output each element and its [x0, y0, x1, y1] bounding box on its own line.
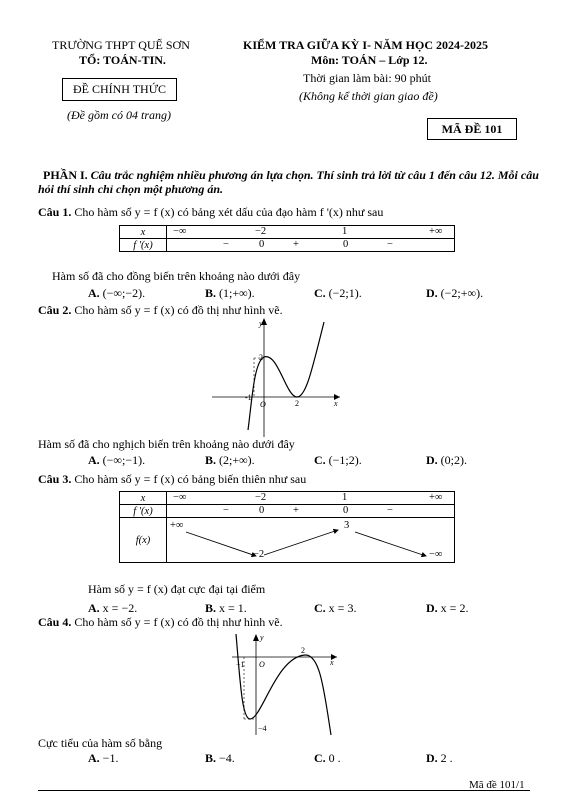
q2-d-val: (0;2).: [440, 453, 467, 467]
q4-option-b[interactable]: [205, 751, 235, 766]
footer-rule: [38, 790, 530, 791]
q3-x-0: −∞: [173, 492, 187, 503]
q2-c-key: C.: [314, 453, 326, 467]
q3-sign-1: 0: [259, 505, 265, 516]
subject: Môn: TOÁN – Lớp 12.: [311, 53, 428, 67]
part-instruction-1: Câu trắc nghiệm nhiều phương án lựa chọn. Thí sinh trả lời từ câu 1 đến câu 12. Mỗi câu: [90, 168, 539, 182]
department: TỔ: TOÁN-TIN.: [79, 53, 166, 67]
q4-x-axis-label: x: [330, 658, 334, 667]
exam-code: MÃ ĐỀ 101: [441, 122, 503, 136]
q2-question: Hàm số đã cho nghịch biến trên khoảng nào dưới đây: [38, 437, 295, 451]
official-label: ĐỀ CHÍNH THỨC: [72, 82, 167, 96]
q3-d-val: x = 2.: [440, 601, 469, 615]
q2-b-key: B.: [205, 453, 217, 467]
q4-a-val: −1.: [102, 751, 119, 765]
q1-c-val: (−2;1).: [328, 286, 362, 300]
q3-x-1: −2: [255, 492, 267, 503]
q1-sign-1: 0: [259, 239, 265, 250]
q4-option-c[interactable]: [314, 751, 341, 766]
q3-b-key: B.: [205, 601, 217, 615]
q3-b-val: x = 1.: [219, 601, 247, 615]
q3-sign-3: 0: [343, 505, 349, 516]
exam-title: KIỂM TRA GIỮA KỲ I- NĂM HỌC 2024-2025: [243, 38, 489, 52]
q2-c-val: (−1;2).: [328, 453, 362, 467]
q1-b-val: (1;+∞).: [219, 286, 255, 300]
q2-x-axis-label: x: [334, 399, 338, 408]
q3-label: Câu 3.: [38, 472, 72, 486]
q3-f-3: −∞: [429, 549, 443, 560]
q3-f-1: −2: [253, 549, 265, 560]
q1-sign-2: +: [293, 239, 299, 250]
q3-sign-4: −: [387, 505, 393, 516]
q4-y-axis-label: y: [260, 633, 264, 642]
q4-origin: O: [259, 660, 265, 669]
page-footer: Mã đề 101/1: [469, 779, 525, 791]
q1-d-val: (−2;+∞).: [440, 286, 484, 300]
q3-a-val: x = −2.: [102, 601, 138, 615]
q4-question: Cực tiểu của hàm số bằng: [38, 736, 163, 750]
q4-x-two: 2: [301, 646, 305, 655]
q2-y-axis-label: y: [259, 319, 263, 328]
q4-x-neg1: −1: [236, 660, 245, 669]
q4-y-neg4: −4: [258, 724, 267, 733]
q4-c-val: 0 .: [328, 751, 341, 765]
q1-x-2: 1: [342, 226, 348, 237]
q2-label: Câu 2.: [38, 303, 72, 317]
q2-a-key: A.: [88, 453, 100, 467]
school-name: TRƯỜNG THPT QUẾ SƠN: [52, 38, 190, 52]
q3-text: Cho hàm số y = f (x) có bảng biến thiên như sau: [74, 472, 307, 486]
q3-f-0: +∞: [170, 520, 184, 531]
q1-x-label: x: [120, 226, 167, 239]
q3-deriv-label: f '(x): [120, 505, 167, 518]
q3-x-label: x: [120, 492, 167, 505]
q4-b-key: B.: [205, 751, 217, 765]
q2-d-key: D.: [426, 453, 438, 467]
q1-b-key: B.: [205, 286, 217, 300]
q1-x-3: +∞: [429, 226, 443, 237]
exam-time: Thời gian làm bài: 90 phút: [303, 71, 431, 85]
q1-c-key: C.: [314, 286, 326, 300]
q4-b-val: −4.: [219, 751, 235, 765]
q3-sign-2: +: [293, 505, 299, 516]
q2-origin: O: [260, 400, 266, 409]
part-title: PHẦN I.: [43, 168, 88, 182]
q4-d-key: D.: [426, 751, 438, 765]
q4-option-d[interactable]: [426, 751, 453, 766]
q4-d-val: 2 .: [440, 751, 453, 765]
q2-y-two: 2: [259, 353, 263, 362]
q1-sign-4: −: [387, 239, 393, 250]
q2-x-neg1: -1: [245, 393, 252, 402]
q4-option-a[interactable]: [88, 751, 118, 766]
q1-a-val: (−∞;−2).: [102, 286, 146, 300]
q1-sign-3: 0: [343, 239, 349, 250]
q4-c-key: C.: [314, 751, 326, 765]
q1-x-1: −2: [255, 226, 267, 237]
part-instruction-2: hỏi thí sinh chỉ chọn một phương án.: [38, 182, 224, 196]
q3-c-key: C.: [314, 601, 326, 615]
q4-label: Câu 4.: [38, 615, 72, 629]
q4-text: Cho hàm số y = f (x) có đồ thị như hình vẽ.: [74, 615, 283, 629]
page-count: (Đề gồm có 04 trang): [67, 108, 171, 122]
q2-b-val: (2;+∞).: [219, 453, 255, 467]
q1-x-0: −∞: [173, 226, 187, 237]
q3-f-label: f(x): [120, 518, 167, 563]
q4-a-key: A.: [88, 751, 100, 765]
q3-c-val: x = 3.: [328, 601, 357, 615]
q1-sign-0: −: [223, 239, 229, 250]
q3-x-2: 1: [342, 492, 348, 503]
q1-d-key: D.: [426, 286, 438, 300]
q3-d-key: D.: [426, 601, 438, 615]
q2-x-two: 2: [295, 399, 299, 408]
q3-question: Hàm số y = f (x) đạt cực đại tại điểm: [88, 582, 266, 596]
q3-x-3: +∞: [429, 492, 443, 503]
q1-text: Cho hàm số y = f (x) có bảng xét dấu của đạo hàm f '(x) như sau: [74, 205, 384, 219]
q1-deriv-label: f '(x): [120, 239, 167, 252]
q1-question: Hàm số đã cho đồng biến trên khoảng nào dưới đây: [52, 269, 301, 283]
q3-a-key: A.: [88, 601, 100, 615]
q1-a-key: A.: [88, 286, 100, 300]
q1-label: Câu 1.: [38, 205, 72, 219]
q2-a-val: (−∞;−1).: [102, 453, 146, 467]
q3-sign-0: −: [223, 505, 229, 516]
q3-f-2: 3: [344, 520, 350, 531]
q2-text: Cho hàm số y = f (x) có đồ thị như hình vẽ.: [74, 303, 283, 317]
exam-time-note: (Không kể thời gian giao đề): [299, 89, 438, 103]
